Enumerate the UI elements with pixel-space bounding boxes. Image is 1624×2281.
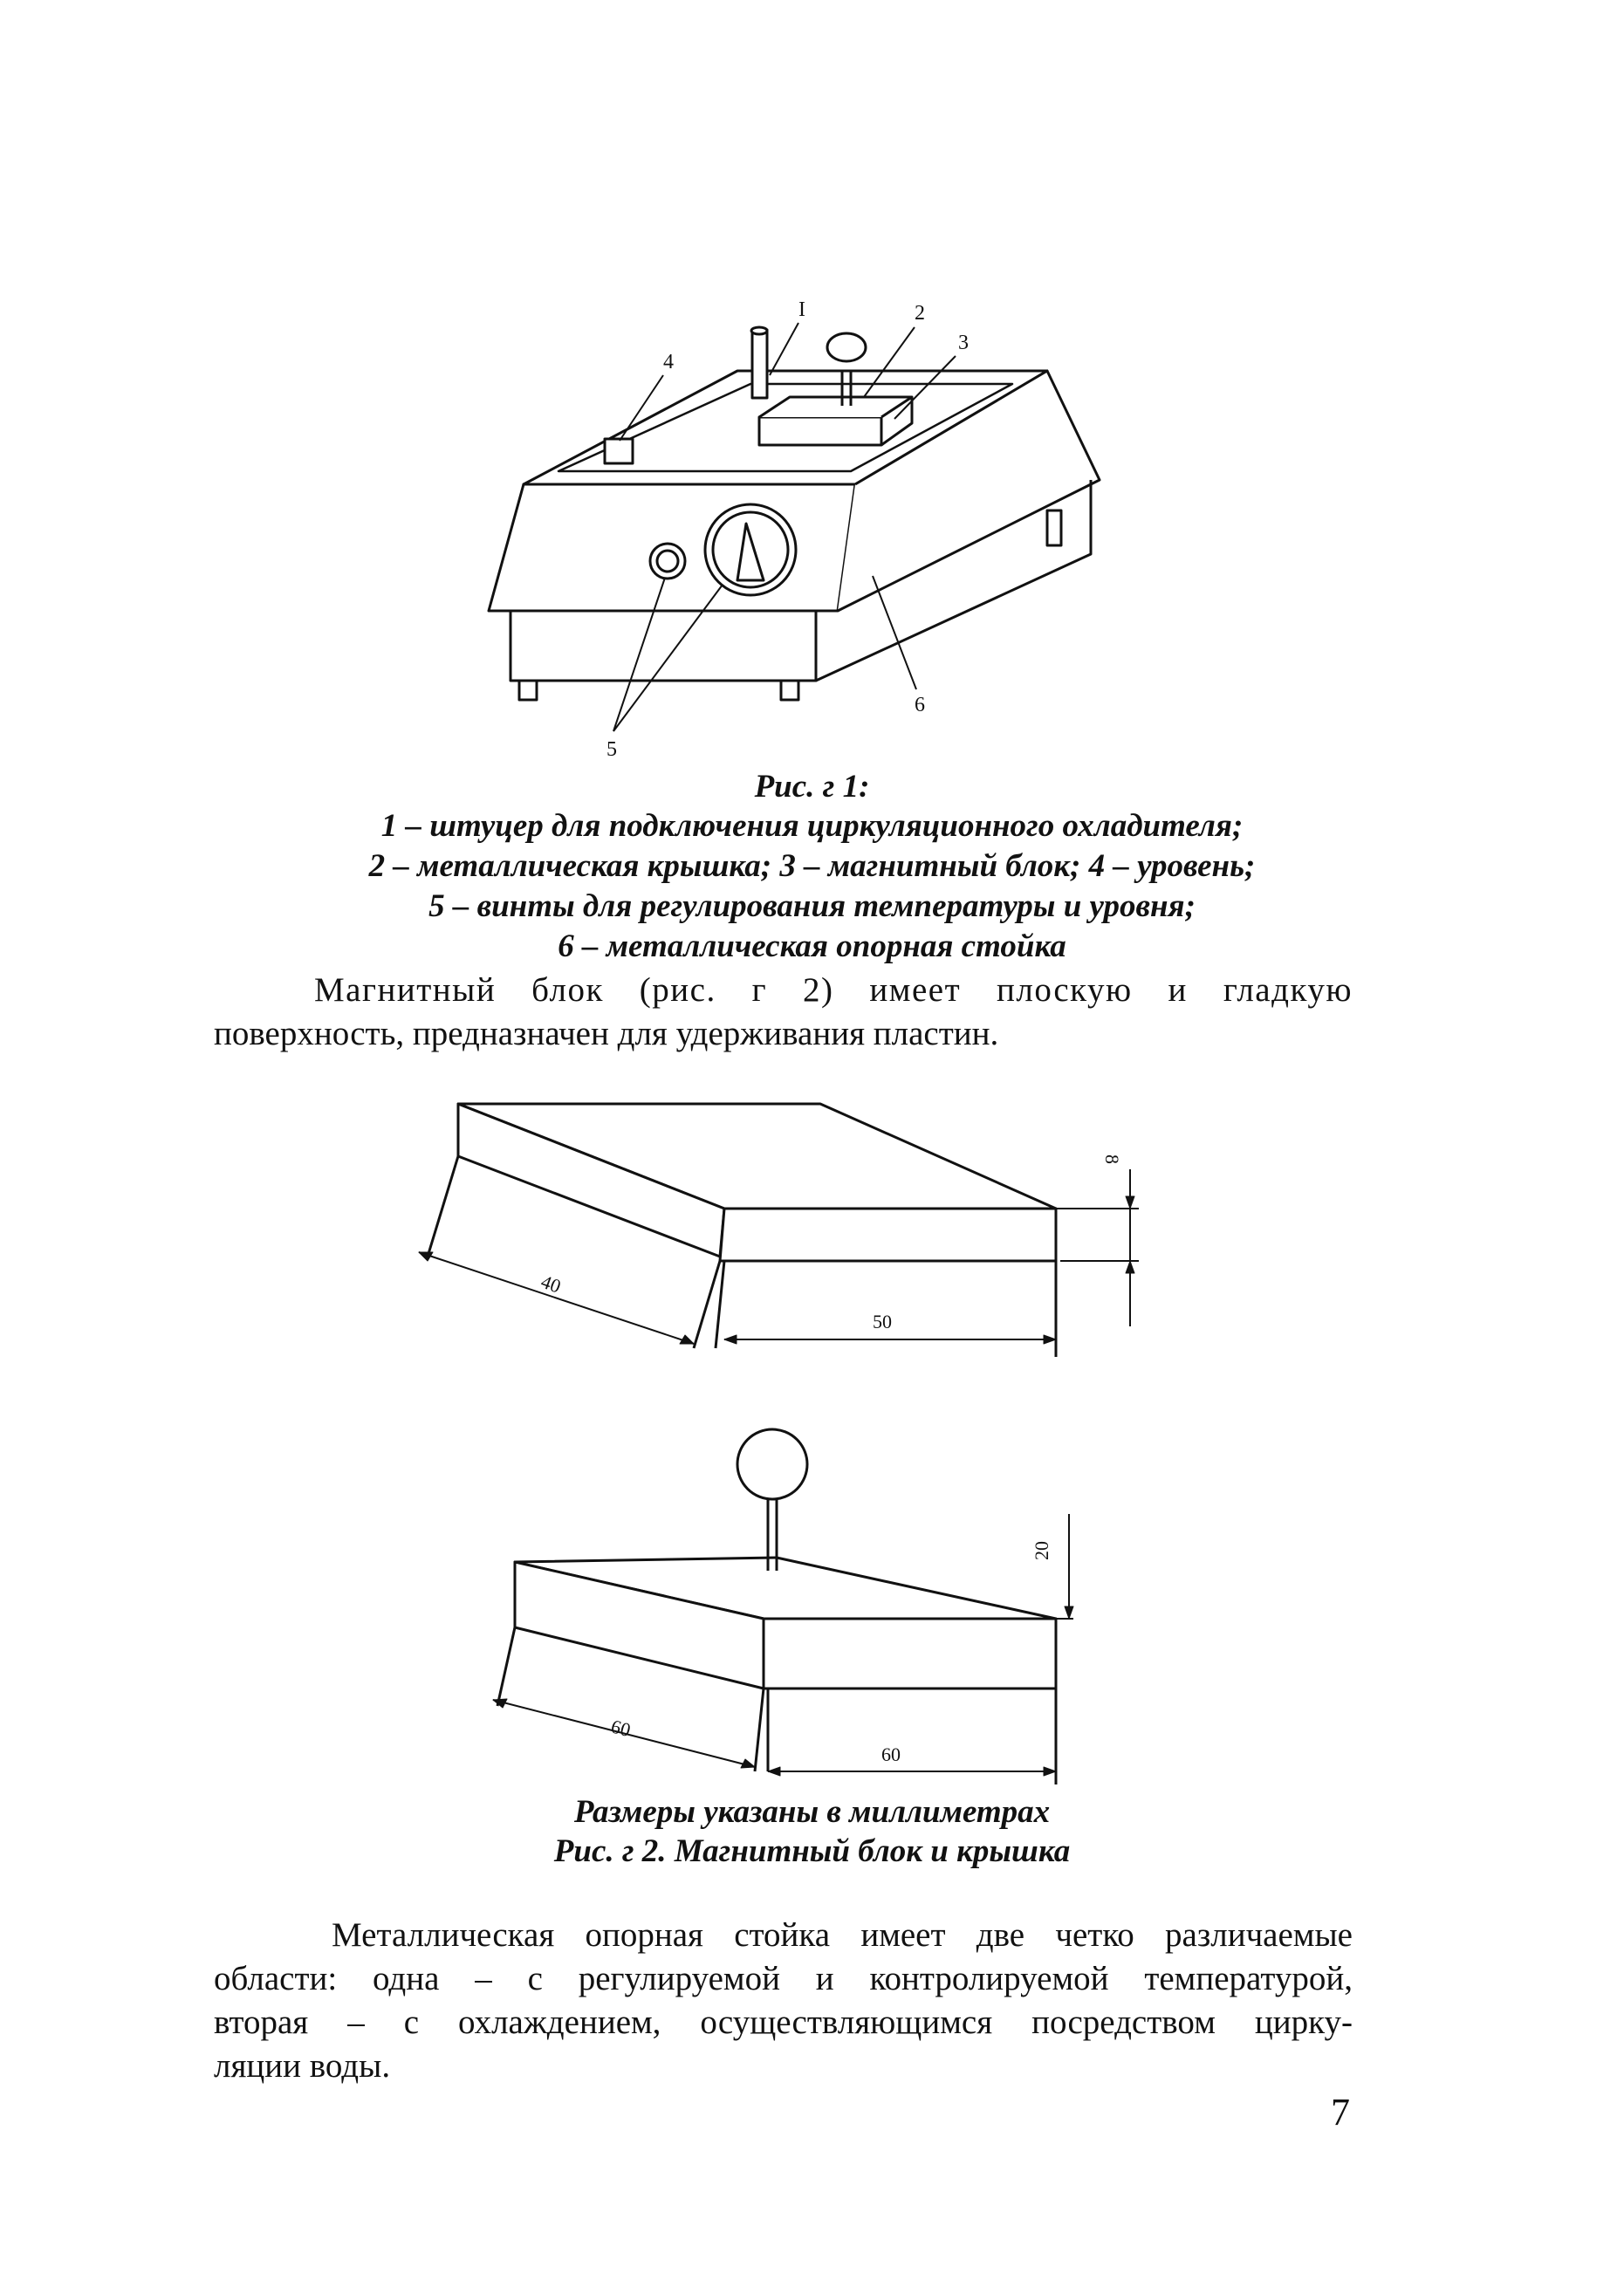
coolant-nozzle [752,330,767,398]
callout-1: I [798,298,805,321]
callout-5: 5 [606,738,617,761]
magnetic-block [759,417,881,445]
callout-2: 2 [915,302,925,325]
paragraph-1-line-1: Магнитный блок (рис. г 2) имеет плоскую и гладкую [314,971,1353,1009]
callout-6: 6 [915,694,925,716]
figure-2-units-note: Размеры указаны в миллиметрах [573,1794,1051,1830]
callout-4: 4 [663,351,674,373]
page-number: 7 [1331,2091,1350,2134]
figure-1-caption-line: 6 – металлическая опорная стойка [558,928,1066,964]
block-front-face [720,1209,1056,1261]
lid-length-label: 60 [881,1743,901,1765]
figure-1-caption-line: 1 – штуцер для подключения циркуляционного охладителя; [380,808,1244,844]
foot-left [519,681,537,700]
figure-1-caption-line: 2 – металлическая крышка; 3 – магнитный блок; 4 – уровень; [368,848,1256,884]
callout-3: 3 [958,332,969,354]
figure-2-drawing [0,1073,1624,1798]
lid-width-label: 60 [608,1715,634,1742]
lid-height-label: 20 [1031,1541,1052,1560]
block-width-label: 40 [538,1270,565,1298]
block-height-label: 8 [1101,1154,1123,1164]
paragraph-2-line-4: ляции воды. [214,2047,391,2085]
level-cube [605,439,633,463]
lid-handle-knob [737,1429,807,1499]
screw-small [650,544,685,579]
lid-knob [827,333,866,361]
figure-2-caption: Рис. г 2. Магнитный блок и крышка [553,1833,1071,1869]
figure-1-apparatus-drawing [0,0,1624,768]
paragraph-1-line-2: поверхность, предназначен для удерживания пластин. [214,1015,999,1052]
figure-1-caption-title: Рис. г 1: [754,769,870,805]
lid-front-face [764,1619,1056,1688]
foot-right [1047,510,1061,545]
figure-1-caption-line: 5 – винты для регулирования температуры и уровня; [428,888,1196,924]
paragraph-2-line-2: области: одна – с регулируемой и контролируемой температурой, [214,1960,1353,1997]
foot-mid [781,681,798,700]
paragraph-2-line-3: вторая – с охлаждением, осуществляющимся посредством цирку- [214,2004,1353,2041]
lower-base [510,611,816,681]
block-length-label: 50 [873,1311,892,1332]
paragraph-2-line-1: Металлическая опорная стойка имеет две четко различаемые [332,1916,1353,1954]
